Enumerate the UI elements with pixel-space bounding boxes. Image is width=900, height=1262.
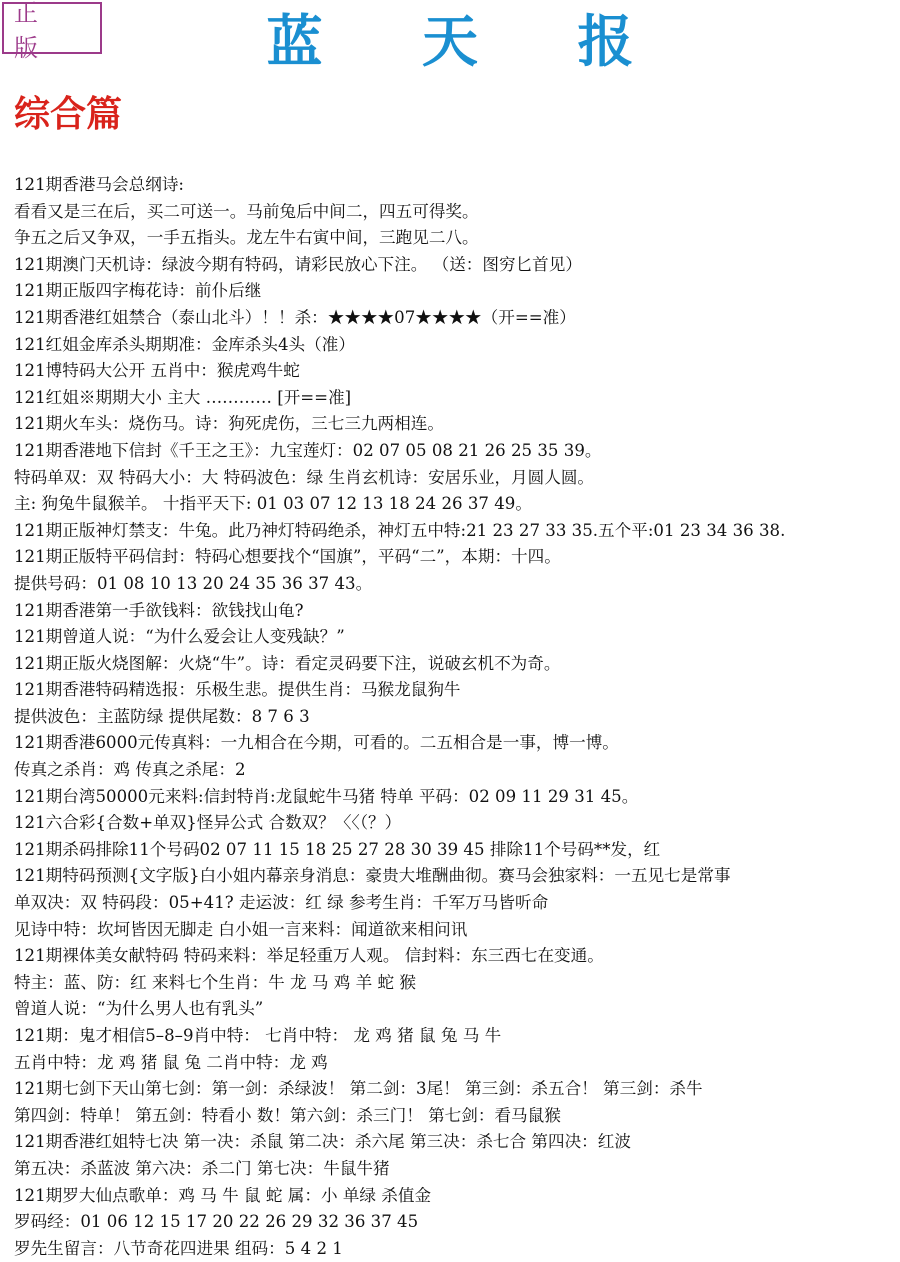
text-line: 121期：鬼才相信5–8–9肖中特： 七肖中特： 龙 鸡 猪 鼠 兔 马 牛 — [14, 1026, 502, 1045]
text-line: 看看又是三在后，买二可送一。马前兔后中间二，四五可得奖。 — [14, 201, 479, 221]
text-line: 121期杀码排除11个号码02 07 11 15 18 25 27 28 30 39 45 排除11个号码**发，红 — [14, 839, 661, 859]
text-line: 121期香港第一手欲钱料：欲钱找山龟? — [14, 600, 304, 620]
text-line: 121红姐※期期大小 主大 ………… [开==准] — [14, 387, 352, 407]
text-line: 121红姐金库杀头期期准：金库杀头4头（准） — [14, 334, 355, 354]
section-title: 综合篇 — [14, 93, 123, 135]
text-line: 单双决：双 特码段：05+41? 走运波：红 绿 参考生肖：千军万马皆听命 — [14, 893, 549, 913]
text-line: 罗先生留言：八节奇花四进果 组码：5 4 2 1 — [14, 1238, 343, 1258]
text-line: 121博特码大公开 五肖中：猴虎鸡牛蛇 — [14, 361, 300, 381]
text-line: 121期正版特平码信封：特码心想要找个“国旗”，平码“二”，本期：十四。 — [14, 547, 561, 567]
text-line: 主: 狗兔牛鼠猴羊。 十指平天下: 01 03 07 12 13 18 24 26 37 49。 — [14, 494, 532, 514]
text-line: 争五之后又争双，一手五指头。龙左牛右寅中间，三跑见二八。 — [14, 228, 479, 248]
content-body — [14, 172, 900, 1262]
text-line: 121期七剑下天山第七剑：第一剑：杀绿波！ 第二剑：3尾！ 第三剑：杀五合！ 第三剑：杀牛 — [14, 1079, 703, 1099]
text-line: 121期香港马会总纲诗: — [14, 175, 185, 194]
text-line: 提供波色：主蓝防绿 提供尾数：8 7 6 3 — [14, 706, 310, 726]
text-line: 曾道人说：“为什么男人也有乳头” — [14, 999, 264, 1019]
text-line: 传真之杀肖：鸡 传真之杀尾：2 — [14, 760, 246, 780]
text-line: 121六合彩{合数+单双}怪异公式 合数双？〈〈（？） — [14, 813, 402, 833]
text-line: 121期澳门天机诗：绿波今期有特码，请彩民放心下注。 （送：图穷匕首见） — [14, 254, 582, 274]
text-line: 121期正版火烧图解：火烧“牛”。诗：看定灵码要下注，说破玄机不为奇。 — [14, 653, 561, 673]
text-line: 121期裸体美女献特码 特码来料：举足轻重万人观。 信封料：东三西七在变通。 — [14, 946, 604, 966]
text-line: 第四剑：特单！ 第五剑：特看小 数！第六剑：杀三门！ 第七剑：看马鼠猴 — [14, 1105, 561, 1125]
text-line: 121期曾道人说：“为什么爱会让人变残缺？” — [14, 627, 345, 647]
text-line: 特码单双：双 特码大小：大 特码波色：绿 生肖玄机诗：安居乐业，月圆人圆。 — [14, 467, 595, 487]
text-line: 121期台湾50000元来料:信封特肖:龙鼠蛇牛马猪 特单 平码：02 09 11 29 31 45。 — [14, 786, 639, 806]
text-line: 121期正版四字梅花诗：前仆后继 — [14, 281, 262, 301]
text-line: 121期正版神灯禁支：牛兔。此乃神灯特码绝杀，神灯五中特:21 23 27 33 35.五个平:01 23 34 36 38. — [14, 520, 786, 540]
page-title: 蓝 天 报 — [266, 9, 674, 75]
text-line: 121期香港红姐特七决 第一决：杀鼠 第二决：杀六尾 第三决：杀七合 第四决：红波 — [14, 1132, 631, 1152]
text-line: 121期罗大仙点歌单：鸡 马 牛 鼠 蛇 属：小 单绿 杀值金 — [14, 1185, 432, 1205]
text-line: 121期火车头：烧伤马。诗：狗死虎伤，三七三九两相连。 — [14, 414, 444, 434]
text-line: 罗码经：01 06 12 15 17 20 22 26 29 32 36 37 45 — [14, 1212, 419, 1232]
text-line: 121期香港6000元传真料：一九相合在今期，可看的。二五相合是一事，博一博。 — [14, 733, 619, 753]
edition-badge: 正 版 — [2, 2, 102, 54]
text-line: 提供号码：01 08 10 13 20 24 35 36 37 43。 — [14, 573, 373, 593]
text-line: 121期特码预测{文字版}白小姐内幕亲身消息：豪贵大堆酬曲彻。赛马会独家料：一五见七是常事 — [14, 866, 731, 886]
text-line: 见诗中特：坎坷皆因无脚走 白小姐一言来料：闻道欲来相问讯 — [14, 919, 468, 939]
text-line: 五肖中特：龙 鸡 猪 鼠 兔 二肖中特：龙 鸡 — [14, 1052, 328, 1072]
text-line: 特主：蓝、防：红 来料七个生肖：牛 龙 马 鸡 羊 蛇 猴 — [14, 972, 416, 992]
text-line: 第五决：杀蓝波 第六决：杀二门 第七决：牛鼠牛猪 — [14, 1158, 390, 1178]
text-line: 121期香港红姐禁合（泰山北斗）！！杀：★★★★07★★★★（开==准） — [14, 307, 576, 327]
text-line: 121期香港特码精选报：乐极生悲。提供生肖：马猴龙鼠狗牛 — [14, 680, 461, 700]
text-line: 121期香港地下信封《千王之王》：九宝莲灯：02 07 05 08 21 26 25 35 39。 — [14, 440, 602, 460]
